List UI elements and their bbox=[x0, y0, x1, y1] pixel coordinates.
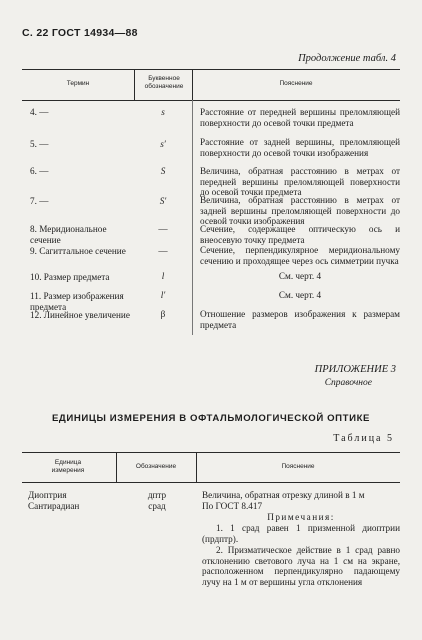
page-header: С. 22 ГОСТ 14934—88 bbox=[22, 27, 138, 39]
appendix-label: ПРИЛОЖЕНИЕ 3 bbox=[314, 364, 396, 375]
table-continuation-label: Продолжение табл. 4 bbox=[298, 53, 396, 64]
table5-unit-centiradian: Сантирадиан bbox=[28, 501, 80, 511]
table4-row-symbol: S′ bbox=[159, 196, 167, 206]
table5-explanation-line: Величина, обратная отрезку длиной в 1 м bbox=[202, 490, 365, 500]
table4-row-term: 6. — bbox=[30, 166, 49, 176]
table4-row-explanation: Величина, обратная расстоянию в метрах от передней вершины преломляющей поверхности до осевой точки предмета bbox=[200, 166, 400, 198]
table4-row-term: 11. Размер изображения предмета bbox=[30, 291, 124, 312]
table4-row-symbol: — bbox=[158, 246, 168, 256]
table5-explanation-line: По ГОСТ 8.417 bbox=[202, 501, 263, 511]
table5-note-1: 1. 1 срад равен 1 призменной диоптрии (прдптр). bbox=[202, 523, 400, 544]
table4-col-explanation: Пояснение bbox=[279, 80, 313, 87]
table4-row-symbol: s bbox=[161, 107, 165, 117]
table5-note-2: 2. Призматическое действие в 1 срад равно отклонению светового луча на 1 см на экране, расположенном перпендикулярно падающему лучу на 1 м от вершины угла отклонения bbox=[202, 545, 400, 587]
table5-designation-centiradian: срад bbox=[148, 501, 166, 511]
table4-row-term: 7. — bbox=[30, 196, 49, 206]
table5-header-rule bbox=[22, 482, 400, 483]
table4-row-symbol: — bbox=[158, 224, 168, 234]
table4-row-symbol: s′ bbox=[160, 139, 166, 149]
table4-row-explanation: Величина, обратная расстоянию в метрах от задней вершины преломляющей поверхности до осевой точки изображения bbox=[200, 195, 400, 227]
table4-header-rule bbox=[22, 100, 400, 101]
table4-col-term: Термин bbox=[66, 80, 90, 87]
table4-row-term: 12. Линейное увеличение bbox=[30, 310, 130, 320]
appendix-type: Справочное bbox=[324, 378, 372, 388]
table4-divider-1 bbox=[134, 69, 135, 100]
table4-row-explanation: Сечение, содержащее оптическую ось и внеосевую точку предмета bbox=[200, 224, 400, 245]
table4-row-term: 9. Сагиттальное сечение bbox=[30, 246, 126, 256]
table4-top-rule bbox=[22, 69, 400, 70]
appendix-title: ЕДИНИЦЫ ИЗМЕРЕНИЯ В ОФТАЛЬМОЛОГИЧЕСКОЙ ОПТИКЕ bbox=[51, 413, 371, 424]
table4-row-term: 10. Размер предмета bbox=[30, 272, 110, 282]
table5-col-explanation: Пояснение bbox=[281, 463, 315, 470]
table4-divider-2-body bbox=[192, 100, 193, 335]
table4-row-explanation: См. черт. 4 bbox=[278, 271, 322, 281]
table4-row-term: 8. Меридиональное сечение bbox=[30, 224, 107, 245]
table4-row-symbol: β bbox=[160, 309, 166, 319]
table5-designation-diopter: дптр bbox=[147, 490, 167, 500]
table5-col-unit: Единица измерения bbox=[51, 459, 85, 474]
table5-col-designation: Обозначение bbox=[135, 463, 177, 470]
table4-row-explanation: Расстояние от передней вершины преломляющей поверхности до осевой точки предмета bbox=[200, 107, 400, 128]
table5-unit-diopter: Диоптрия bbox=[28, 490, 67, 500]
table5-label: Таблица 5 bbox=[333, 433, 394, 444]
table5-top-rule bbox=[22, 452, 400, 453]
table4-row-explanation: Отношение размеров изображения к размерам предмета bbox=[200, 309, 400, 330]
table4-row-symbol: l′ bbox=[160, 290, 166, 300]
table4-row-explanation: Расстояние от задней вершины, преломляющей поверхности до осевой точки изображения bbox=[200, 137, 400, 158]
table4-row-term: 4. — bbox=[30, 107, 49, 117]
table4-row-symbol: S bbox=[160, 166, 166, 176]
table5-notes-heading: Примечания: bbox=[267, 512, 335, 522]
table4-row-term: 5. — bbox=[30, 139, 49, 149]
table4-col-symbol: Буквенное обозначение bbox=[144, 75, 184, 90]
table4-row-symbol: l bbox=[161, 271, 165, 281]
table4-row-explanation: См. черт. 4 bbox=[278, 290, 322, 300]
table4-row-explanation: Сечение, перпендикулярное меридиональному сечению и проходящее через ось симметрии пучка bbox=[200, 245, 400, 266]
